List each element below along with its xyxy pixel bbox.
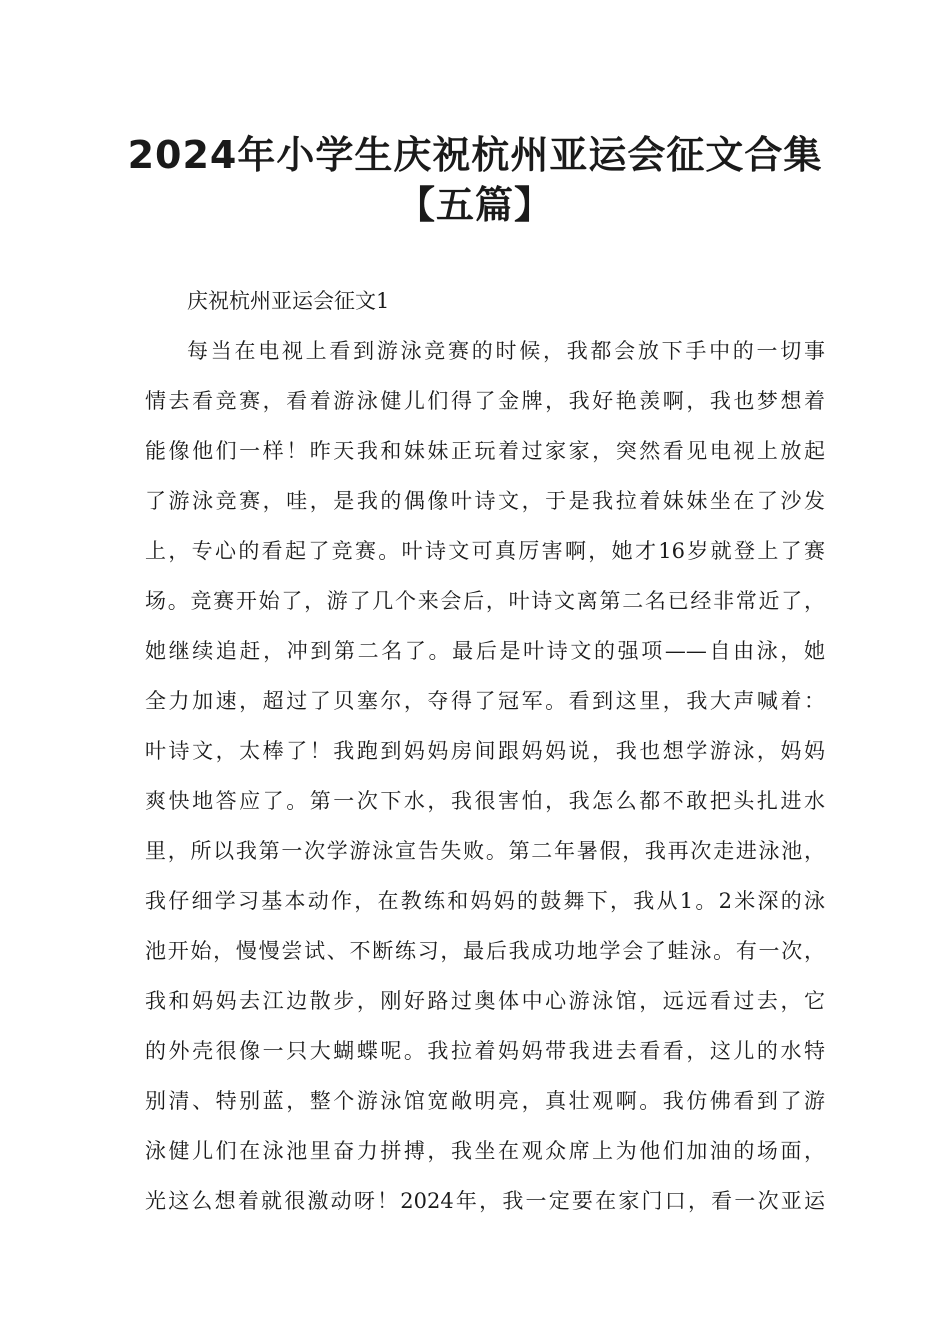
paragraph-line: 里，所以我第一次学游泳宣告失败。第二年暑假，我再次走进泳池，: [145, 839, 825, 863]
paragraph-line: 我仔细学习基本动作，在教练和妈妈的鼓舞下，我从1。2米深的泳: [145, 889, 825, 913]
paragraph-line: 池开始，慢慢尝试、不断练习，最后我成功地学会了蛙泳。有一次，: [145, 939, 825, 963]
paragraph-line: 她继续追赶，冲到第二名了。最后是叶诗文的强项——自由泳，她: [145, 639, 825, 663]
document-title-line-2: 【五篇】: [396, 183, 553, 227]
paragraph-line: 全力加速，超过了贝塞尔，夺得了冠军。看到这里，我大声喊着：: [145, 689, 825, 713]
paragraph-line: 情去看竞赛，看着游泳健儿们得了金牌，我好艳羡啊，我也梦想着: [145, 389, 825, 413]
paragraph-line: 上，专心的看起了竞赛。叶诗文可真厉害啊，她才16岁就登上了赛: [145, 539, 825, 563]
section-heading: 庆祝杭州亚运会征文1: [187, 289, 390, 313]
paragraph-line: 我和妈妈去江边散步，刚好路过奥体中心游泳馆，远远看过去，它: [145, 989, 825, 1013]
paragraph-line: 别清、特别蓝，整个游泳馆宽敞明亮，真壮观啊。我仿佛看到了游: [145, 1089, 825, 1113]
paragraph-line: 的外壳很像一只大蝴蝶呢。我拉着妈妈带我进去看看，这儿的水特: [145, 1039, 825, 1063]
paragraph-line: 能像他们一样！昨天我和妹妹正玩着过家家，突然看见电视上放起: [145, 439, 825, 463]
paragraph-line: 了游泳竞赛，哇，是我的偶像叶诗文，于是我拉着妹妹坐在了沙发: [145, 489, 825, 513]
paragraph-line: 叶诗文，太棒了！我跑到妈妈房间跟妈妈说，我也想学游泳，妈妈: [145, 739, 825, 763]
paragraph-line: 场。竞赛开始了，游了几个来会后，叶诗文离第二名已经非常近了，: [145, 589, 825, 613]
paragraph-line: 光这么想着就很激动呀！2024年，我一定要在家门口，看一次亚运: [145, 1189, 825, 1213]
paragraph-line: 每当在电视上看到游泳竞赛的时候，我都会放下手中的一切事: [187, 339, 825, 363]
paragraph-line: 泳健儿们在泳池里奋力拼搏，我坐在观众席上为他们加油的场面，: [145, 1139, 825, 1163]
document-title-line-1: 2024年小学生庆祝杭州亚运会征文合集: [127, 133, 823, 177]
paragraph-line: 爽快地答应了。第一次下水，我很害怕，我怎么都不敢把头扎进水: [145, 789, 825, 813]
